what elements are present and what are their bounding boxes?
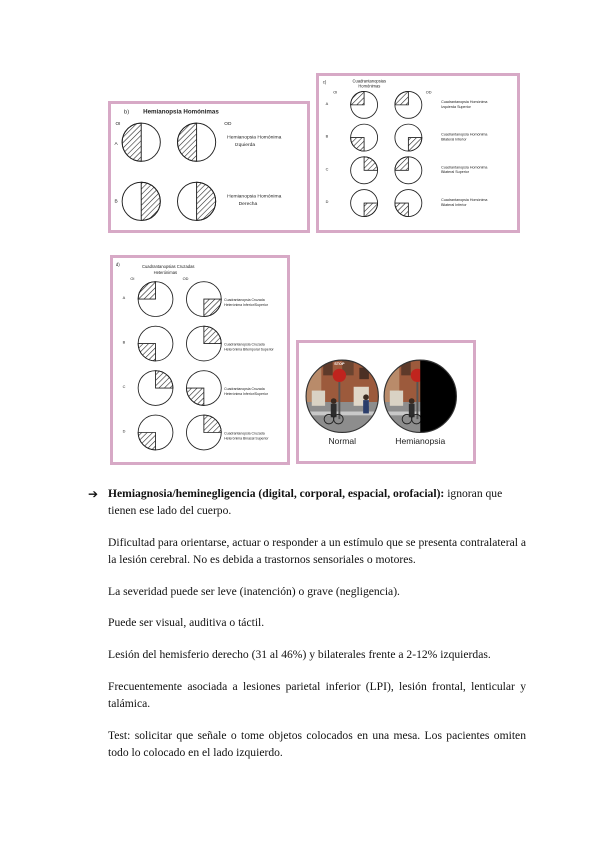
- visual-field-c-oi: [351, 157, 378, 184]
- label-normal: Normal: [328, 435, 356, 446]
- row-label-a: A: [325, 101, 329, 106]
- visual-field-c-od: [186, 371, 221, 406]
- visual-field-a-oi: [351, 91, 378, 118]
- figure3-title-line1: Cuadrantanopsias Cruzadas: [142, 264, 195, 270]
- bullet-paragraph: [108, 486, 526, 519]
- caption-b-line2: Bilateral Inferior: [441, 137, 467, 142]
- row-label-d: D: [325, 200, 329, 205]
- figure-normal-vs-hemianopsia: [296, 340, 476, 464]
- caption-a-line2: Izquierda: [234, 143, 256, 148]
- bullet-text-1: ignoran que: [444, 487, 503, 500]
- figure2-title-line1: Cuadrantanopsias: [352, 78, 387, 84]
- visual-field-b-oi: [122, 182, 160, 220]
- caption-b-line1: Cuadrantanopsia Cruzada: [224, 342, 265, 347]
- paragraph-1: Dificultad para orientarse, actuar o responder a un estímulo que se presenta contralateral a la lesión cerebral. No es debida a trastornos sensoriales o motores.: [108, 536, 526, 566]
- eye-left-label: OI: [115, 122, 121, 127]
- caption-d-line1: Cuadrantanopsia Homónima: [441, 198, 488, 203]
- figure-cuadrantanopsias-cruzadas: [110, 255, 290, 465]
- visual-field-d-oi: [138, 415, 173, 450]
- paragraph-5: Frecuentemente asociada a lesiones parietal inferior (LPI), lesión frontal, lenticular y talámica.: [108, 680, 526, 710]
- paragraph-2: La severidad puede ser leve (inatención) o grave (negligencia).: [108, 585, 400, 598]
- eye-right-label: OD: [182, 276, 189, 281]
- row-label-c: C: [122, 385, 126, 390]
- row-label-a: A: [114, 142, 118, 148]
- visual-field-d-od: [395, 190, 422, 217]
- caption-a-line2: Heterónima Inferior/Superior: [224, 302, 268, 307]
- visual-field-b-oi: [351, 124, 378, 151]
- row-label-d: D: [122, 429, 126, 434]
- figure1-letter: b): [124, 109, 130, 116]
- caption-d-line2: Bilateral Inferior: [441, 202, 467, 207]
- visual-field-a-oi: [122, 123, 160, 161]
- visual-field-a-od: [178, 123, 216, 161]
- caption-a-line1: Hemianopsia Homónima: [227, 135, 282, 141]
- visual-field-c-od: [395, 157, 422, 184]
- caption-d-line1: Cuadrantanopsia Cruzada: [224, 431, 265, 436]
- caption-c-line2: Heterónima Inferior/Superior: [224, 391, 268, 396]
- eye-left-label: OI: [130, 276, 135, 281]
- caption-c-line2: Bilateral Superior: [441, 170, 470, 175]
- figure3-diagram: [113, 258, 287, 462]
- row-label-b: B: [122, 340, 126, 345]
- visual-field-b-oi: [138, 326, 173, 361]
- figure-hemianopsias-homonimas: [108, 101, 310, 233]
- visual-field-c-oi: [138, 371, 173, 406]
- row-label-b: B: [114, 199, 118, 205]
- visual-field-d-oi: [351, 190, 378, 217]
- eye-right-label: OD: [425, 90, 432, 95]
- figure3-letter: d): [115, 262, 120, 268]
- visual-field-d-od: [186, 415, 221, 450]
- figure1-diagram: [111, 104, 307, 230]
- visual-field-a-od: [186, 282, 221, 317]
- figure-cuadrantanopsias-homonimas: [316, 73, 520, 233]
- row-label-c: C: [325, 167, 329, 172]
- eye-left-label: OI: [333, 90, 338, 95]
- hemianopsia-vision-image: [382, 356, 458, 440]
- visual-field-b-od: [395, 124, 422, 151]
- caption-c-line1: Cuadrantanopsia Homónima: [441, 165, 488, 170]
- caption-c-line1: Cuadrantanopsia Cruzada: [224, 386, 265, 391]
- visual-field-b-od: [186, 326, 221, 361]
- caption-a-line1: Cuadrantanopsia Cruzada: [224, 298, 265, 303]
- caption-b-line1: Hemianopsia Homónima: [227, 194, 282, 200]
- figure2-title-line2: Homónimas: [358, 83, 381, 89]
- caption-a-line1: Cuadrantanopsia Homónima: [441, 99, 488, 104]
- caption-b-line2: Derecha: [238, 202, 258, 208]
- visual-field-b-od: [178, 182, 216, 220]
- figure2-letter: c): [322, 79, 327, 85]
- row-label-b: B: [325, 134, 329, 139]
- figure4-diagram: [299, 343, 473, 461]
- label-hemianopsia: Hemianopsia: [395, 435, 446, 446]
- row-label-a: A: [122, 296, 126, 301]
- caption-d-line2: Heterónima Binasal Superior: [224, 436, 269, 441]
- eye-right-label: OD: [224, 122, 232, 127]
- paragraph-6: Test: solicitar que señale o tome objetos colocados en una mesa. Los pacientes omiten todo lo colocado en el lado izquierdo.: [108, 729, 526, 759]
- bullet-arrow-icon: ➔: [88, 487, 99, 501]
- bullet-text-2: tienen ese lado del cuerpo.: [108, 503, 232, 517]
- visual-field-a-oi: [138, 282, 173, 317]
- caption-a-line2: Izquierda Superior: [441, 104, 471, 109]
- paragraph-4: Lesión del hemisferio derecho (31 al 46%) y bilaterales frente a 2-12% izquierdas.: [108, 648, 491, 661]
- paragraph-3: Puede ser visual, auditiva o táctil.: [108, 616, 265, 629]
- stop-sign-text: STOP: [334, 361, 345, 366]
- caption-b-line1: Cuadrantanopsia Homónima: [441, 132, 488, 137]
- figure3-title-line2: Heterónimas: [153, 269, 178, 275]
- normal-vision-image: [304, 358, 380, 440]
- bullet-title: Hemiagnosia/heminegligencia (digital, corporal, espacial, orofacial):: [108, 487, 445, 500]
- caption-b-line2: Heterónima Bitemporal Superior: [224, 347, 274, 352]
- figure2-diagram: [319, 76, 517, 230]
- visual-field-a-od: [395, 91, 422, 118]
- figure1-title: Hemianopsia Homónimas: [143, 108, 219, 116]
